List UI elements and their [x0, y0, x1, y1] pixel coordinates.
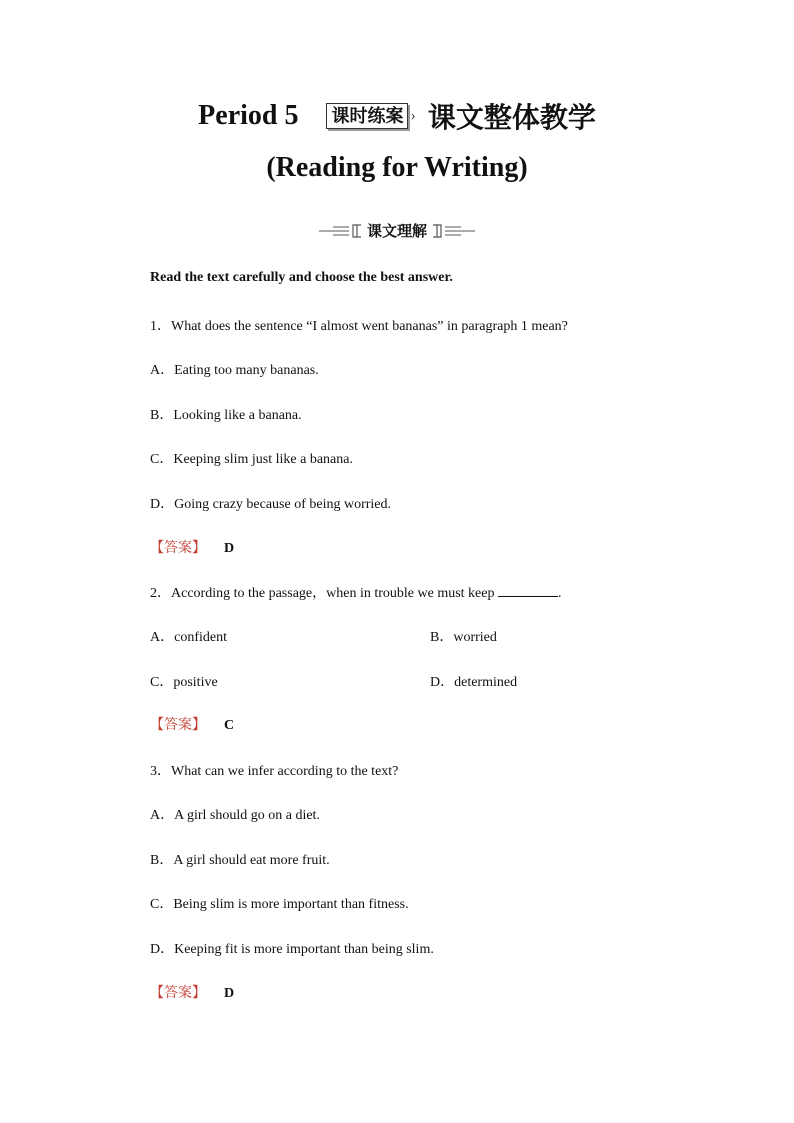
- right-bracket-ornament-icon: [431, 224, 475, 238]
- instruction-text: Read the text carefully and choose the best answer.: [150, 270, 453, 285]
- section-heading: [0, 220, 794, 241]
- answer-label: 【答案】: [150, 985, 206, 1001]
- question-3-option-c: C．Being slim is more important than fitness.: [150, 897, 409, 912]
- answer-blank: [498, 584, 558, 597]
- question-1-option-d: D．Going crazy because of being worried.: [150, 497, 392, 512]
- question-3-option-d: D．Keeping fit is more important than being slim.: [150, 942, 434, 957]
- lesson-tag: [326, 103, 415, 129]
- chevron-right-icon: ›: [410, 107, 416, 124]
- question-3-option-a: A．A girl should go on a diet.: [150, 808, 320, 823]
- question-1-option-b: B．Looking like a banana.: [150, 408, 302, 423]
- chinese-title: 课文整体教学: [427, 101, 596, 134]
- question-1-option-a: A．Eating too many bananas.: [150, 363, 319, 378]
- question-2-option-a: A．confident: [150, 630, 227, 645]
- title-row: [0, 96, 794, 136]
- question-3-option-b: B．A girl should eat more fruit.: [150, 853, 330, 868]
- question-2-stem: [150, 582, 561, 602]
- period-title: Period 5: [198, 100, 299, 131]
- question-2-option-d: D．determined: [430, 675, 518, 690]
- answer-label: 【答案】: [150, 540, 206, 556]
- page-subtitle: (Reading for Writing): [266, 152, 528, 183]
- question-3-stem: 3．What can we infer according to the text?: [150, 764, 399, 779]
- question-2-stem-text: 2．According to the passage，when in trouble we must keep: [150, 586, 498, 601]
- question-2-option-b: B．worried: [430, 630, 497, 645]
- question-1-stem: 1．What does the sentence “I almost went bananas” in paragraph 1 mean?: [150, 319, 568, 334]
- question-2-stem-end: .: [557, 586, 562, 601]
- question-1-option-c: C．Keeping slim just like a banana.: [150, 452, 353, 467]
- question-2-option-c: C．positive: [150, 675, 218, 690]
- question-2-answer: [150, 714, 234, 734]
- lesson-tag-label: 课时练案: [326, 103, 408, 129]
- answer-value: C: [224, 718, 235, 733]
- left-bracket-ornament-icon: [319, 224, 363, 238]
- section-title: 课文理解: [366, 222, 427, 240]
- answer-value: D: [224, 541, 235, 556]
- answer-label: 【答案】: [150, 717, 206, 733]
- question-3-answer: [150, 982, 234, 1002]
- answer-value: D: [224, 986, 235, 1001]
- question-1-answer: [150, 537, 234, 557]
